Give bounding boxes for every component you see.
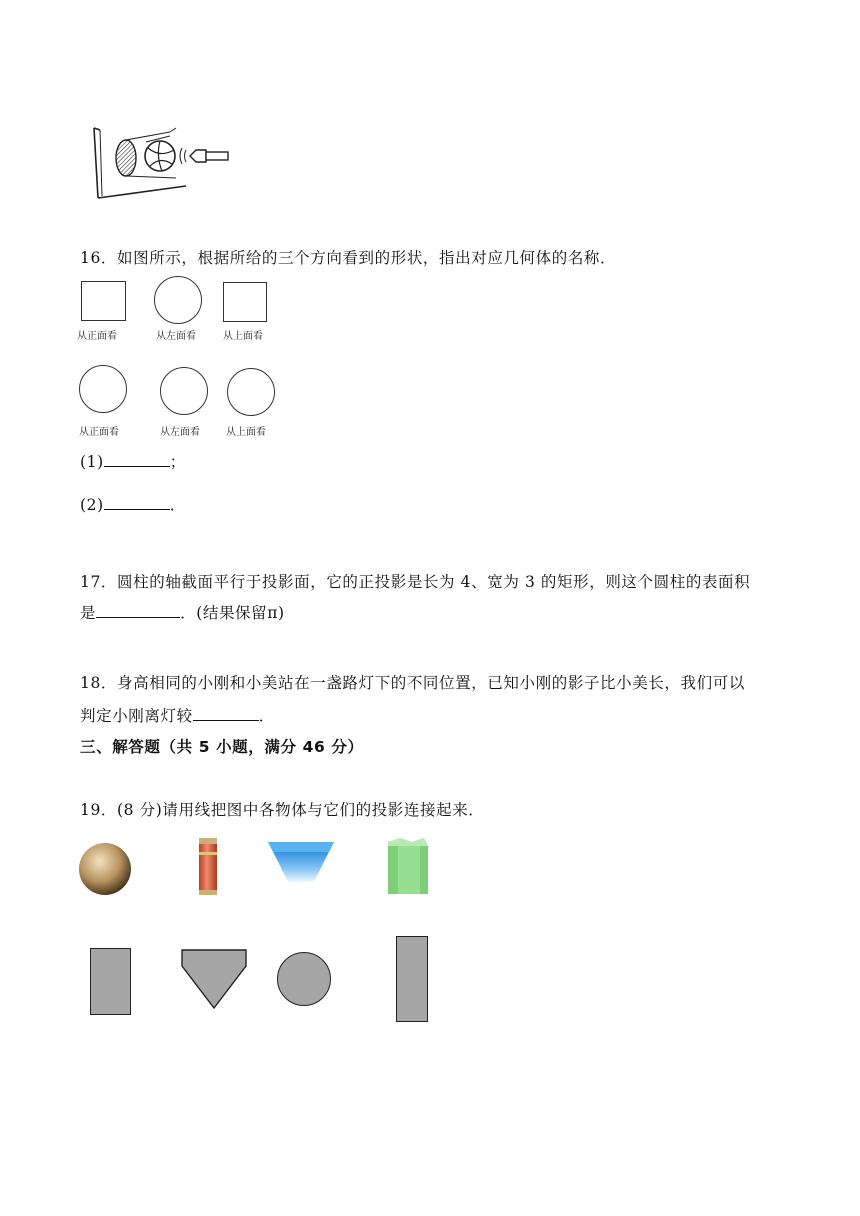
caption-top-1: 从上面看 bbox=[223, 331, 263, 342]
question-18-blank[interactable] bbox=[193, 706, 259, 721]
question-17-start: 是 bbox=[80, 604, 97, 622]
question-16-text: 16．如图所示，根据所给的三个方向看到的形状，指出对应几何体的名称． bbox=[80, 249, 617, 267]
green-prism-object-image bbox=[384, 836, 434, 898]
caption-front-2: 从正面看 bbox=[79, 427, 119, 438]
ball-object-image bbox=[76, 840, 134, 898]
answer-1-line bbox=[80, 452, 186, 472]
caption-left-1: 从左面看 bbox=[156, 331, 196, 342]
circle-projection bbox=[277, 952, 331, 1006]
view-square-top-1 bbox=[223, 282, 267, 322]
answer-1-label: (1) bbox=[80, 453, 104, 471]
caption-front-1: 从正面看 bbox=[77, 331, 117, 342]
question-17-blank[interactable] bbox=[96, 603, 180, 618]
rectangle-projection-2 bbox=[396, 936, 428, 1022]
pentagon-projection bbox=[180, 948, 248, 1012]
question-17-line1: 17．圆柱的轴截面平行于投影面，它的正投影是长为 4、宽为 3 的矩形，则这个圆柱的表面积 bbox=[80, 573, 751, 591]
view-circle-top-2 bbox=[227, 368, 275, 416]
flashlight-ball-illustration bbox=[86, 122, 236, 204]
view-circle-left-1 bbox=[154, 276, 202, 324]
answer-2-line bbox=[80, 495, 186, 515]
answer-2-label: (2) bbox=[80, 496, 104, 514]
rectangle-projection-1 bbox=[90, 948, 131, 1015]
question-19-text: 19．(8 分)请用线把图中各物体与它们的投影连接起来． bbox=[80, 801, 485, 819]
answer-1-end: ； bbox=[169, 453, 186, 471]
question-18-line2 bbox=[80, 706, 275, 726]
view-circle-left-2 bbox=[160, 367, 208, 415]
answer-2-blank[interactable] bbox=[104, 495, 170, 510]
battery-object-image bbox=[196, 836, 220, 898]
answer-1-blank[interactable] bbox=[104, 452, 170, 467]
section-3-heading: 三、解答题（共 5 小题，满分 46 分） bbox=[80, 738, 364, 756]
answer-2-end: ． bbox=[169, 496, 186, 514]
question-17-line2 bbox=[80, 603, 285, 623]
caption-left-2: 从左面看 bbox=[160, 427, 200, 438]
question-18-end: ． bbox=[258, 707, 275, 725]
caption-top-2: 从上面看 bbox=[226, 427, 266, 438]
question-18-line1: 18．身高相同的小刚和小美站在一盏路灯下的不同位置，已知小刚的影子比小美长，我们可以 bbox=[80, 674, 745, 692]
question-18-start: 判定小刚离灯较 bbox=[80, 707, 193, 725]
frustum-object-image bbox=[266, 836, 336, 886]
view-square-front-1 bbox=[81, 281, 126, 321]
question-17-end: ．(结果保留π) bbox=[180, 604, 285, 622]
view-circle-front-2 bbox=[79, 365, 127, 413]
